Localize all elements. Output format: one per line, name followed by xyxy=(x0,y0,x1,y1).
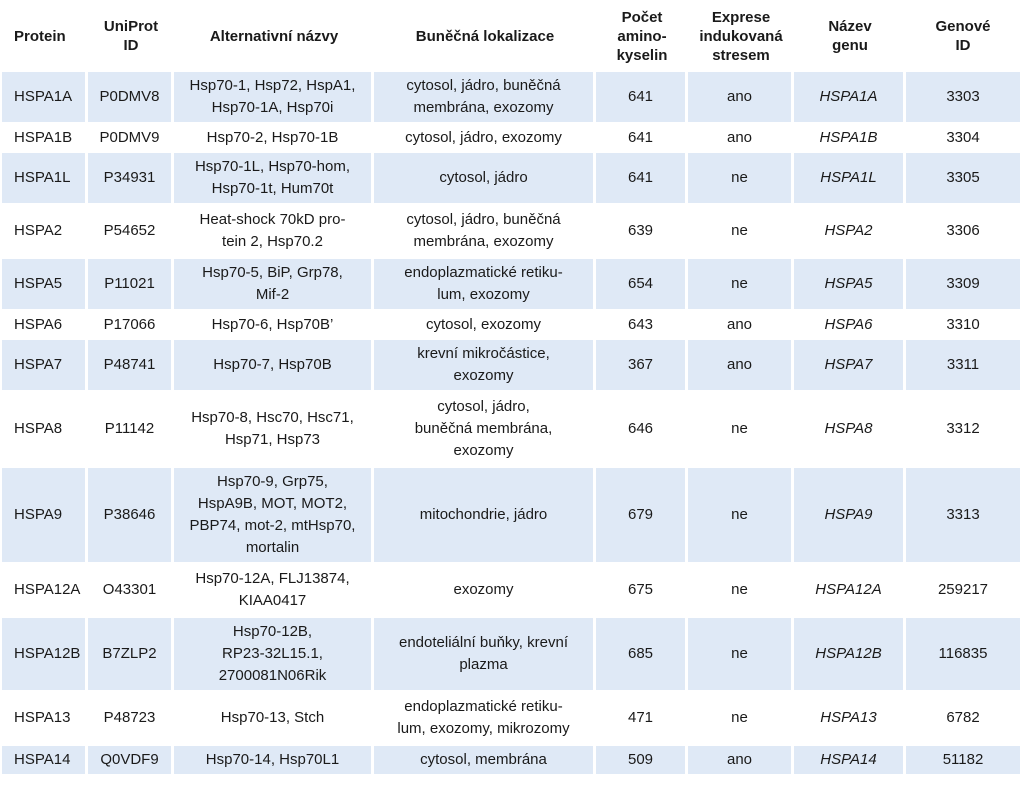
cell-protein: HSPA1B xyxy=(2,125,88,150)
table-row xyxy=(2,565,1020,615)
cell-protein: HSPA8 xyxy=(2,393,88,465)
table-row xyxy=(2,393,1020,465)
cell-protein: HSPA14 xyxy=(2,746,88,774)
cell-stress-induced: ne xyxy=(688,259,794,309)
cell-amino-acids: 509 xyxy=(596,746,688,774)
cell-gene-name: HSPA1A xyxy=(794,72,906,122)
cell-protein: HSPA12B xyxy=(2,618,88,690)
cell-amino-acids: 643 xyxy=(596,312,688,337)
cell-gene-id: 51182 xyxy=(906,746,1020,774)
cell-localization: krevní mikročástice, exozomy xyxy=(374,340,596,390)
cell-stress-induced: ne xyxy=(688,393,794,465)
cell-gene-name: HSPA12B xyxy=(794,618,906,690)
cell-uniprot-id: P11021 xyxy=(88,259,174,309)
cell-localization: cytosol, jádro, exozomy xyxy=(374,125,596,150)
cell-uniprot-id: B7ZLP2 xyxy=(88,618,174,690)
cell-gene-name: HSPA13 xyxy=(794,693,906,743)
cell-gene-name: HSPA12A xyxy=(794,565,906,615)
cell-alternative-names: Hsp70-9, Grp75, HspA9B, MOT, MOT2, PBP74, mot-2, mtHsp70, mortalin xyxy=(174,468,374,562)
header-alternative-names: Alternativní názvy xyxy=(209,27,339,45)
table-row xyxy=(2,746,1020,774)
cell-alternative-names: Hsp70-13, Stch xyxy=(174,693,374,743)
cell-amino-acids: 685 xyxy=(596,618,688,690)
cell-protein: HSPA1A xyxy=(2,72,88,122)
header-protein: Protein xyxy=(14,27,66,45)
cell-alternative-names: Hsp70-8, Hsc70, Hsc71, Hsp71, Hsp73 xyxy=(174,393,374,465)
cell-protein: HSPA7 xyxy=(2,340,88,390)
cell-protein: HSPA6 xyxy=(2,312,88,337)
cell-gene-id: 3303 xyxy=(906,72,1020,122)
header-amino-acid-count: Počet amino- kyselin xyxy=(616,8,668,64)
cell-gene-name: HSPA7 xyxy=(794,340,906,390)
table-row xyxy=(2,468,1020,562)
cell-amino-acids: 675 xyxy=(596,565,688,615)
cell-alternative-names: Hsp70-6, Hsp70B’ xyxy=(174,312,374,337)
cell-alternative-names: Hsp70-14, Hsp70L1 xyxy=(174,746,374,774)
cell-amino-acids: 641 xyxy=(596,153,688,203)
cell-alternative-names: Hsp70-12B, RP23-32L15.1, 2700081N06Rik xyxy=(174,618,374,690)
cell-gene-name: HSPA2 xyxy=(794,206,906,256)
cell-gene-id: 3309 xyxy=(906,259,1020,309)
cell-amino-acids: 654 xyxy=(596,259,688,309)
cell-gene-id: 3312 xyxy=(906,393,1020,465)
cell-uniprot-id: O43301 xyxy=(88,565,174,615)
cell-amino-acids: 679 xyxy=(596,468,688,562)
cell-amino-acids: 641 xyxy=(596,125,688,150)
cell-uniprot-id: P34931 xyxy=(88,153,174,203)
cell-localization: endoteliální buňky, krevní plazma xyxy=(374,618,596,690)
table-header xyxy=(2,3,1020,69)
cell-alternative-names: Hsp70-2, Hsp70-1B xyxy=(174,125,374,150)
cell-gene-id: 3311 xyxy=(906,340,1020,390)
cell-gene-name: HSPA1B xyxy=(794,125,906,150)
cell-localization: mitochondrie, jádro xyxy=(374,468,596,562)
cell-gene-name: HSPA5 xyxy=(794,259,906,309)
cell-protein: HSPA5 xyxy=(2,259,88,309)
cell-gene-id: 116835 xyxy=(906,618,1020,690)
cell-amino-acids: 471 xyxy=(596,693,688,743)
cell-stress-induced: ano xyxy=(688,312,794,337)
header-gene-name: Název genu xyxy=(828,18,872,54)
cell-gene-id: 259217 xyxy=(906,565,1020,615)
cell-localization: endoplazmatické retiku- lum, exozomy xyxy=(374,259,596,309)
cell-gene-id: 3306 xyxy=(906,206,1020,256)
cell-alternative-names: Heat-shock 70kD pro- tein 2, Hsp70.2 xyxy=(174,206,374,256)
table-row xyxy=(2,693,1020,743)
cell-gene-name: HSPA6 xyxy=(794,312,906,337)
cell-stress-induced: ano xyxy=(688,125,794,150)
cell-gene-id: 3313 xyxy=(906,468,1020,562)
cell-localization: cytosol, jádro, buněčná membrána, exozomy xyxy=(374,72,596,122)
table-row xyxy=(2,153,1020,203)
cell-uniprot-id: Q0VDF9 xyxy=(88,746,174,774)
cell-stress-induced: ano xyxy=(688,340,794,390)
cell-gene-name: HSPA14 xyxy=(794,746,906,774)
cell-localization: cytosol, jádro xyxy=(374,153,596,203)
cell-amino-acids: 639 xyxy=(596,206,688,256)
cell-protein: HSPA13 xyxy=(2,693,88,743)
cell-localization: cytosol, jádro, buněčná membrána, exozomy xyxy=(374,206,596,256)
table-row xyxy=(2,312,1020,337)
cell-uniprot-id: P11142 xyxy=(88,393,174,465)
cell-stress-induced: ne xyxy=(688,693,794,743)
table-row xyxy=(2,259,1020,309)
table-row xyxy=(2,125,1020,150)
cell-localization: endoplazmatické retiku- lum, exozomy, mikrozomy xyxy=(374,693,596,743)
cell-protein: HSPA2 xyxy=(2,206,88,256)
cell-alternative-names: Hsp70-1L, Hsp70-hom, Hsp70-1t, Hum70t xyxy=(174,153,374,203)
cell-alternative-names: Hsp70-1, Hsp72, HspA1, Hsp70-1A, Hsp70i xyxy=(174,72,374,122)
cell-gene-id: 3305 xyxy=(906,153,1020,203)
cell-stress-induced: ano xyxy=(688,72,794,122)
cell-uniprot-id: P17066 xyxy=(88,312,174,337)
cell-uniprot-id: P48723 xyxy=(88,693,174,743)
table-row xyxy=(2,340,1020,390)
cell-uniprot-id: P54652 xyxy=(88,206,174,256)
cell-stress-induced: ne xyxy=(688,206,794,256)
cell-amino-acids: 367 xyxy=(596,340,688,390)
header-cellular-localization: Buněčná lokalizace xyxy=(415,27,555,45)
cell-uniprot-id: P0DMV8 xyxy=(88,72,174,122)
cell-stress-induced: ne xyxy=(688,565,794,615)
table-row xyxy=(2,206,1020,256)
cell-protein: HSPA12A xyxy=(2,565,88,615)
cell-localization: cytosol, membrána xyxy=(374,746,596,774)
cell-uniprot-id: P0DMV9 xyxy=(88,125,174,150)
cell-uniprot-id: P38646 xyxy=(88,468,174,562)
hsp70-table xyxy=(2,0,1020,777)
cell-stress-induced: ne xyxy=(688,468,794,562)
cell-gene-name: HSPA8 xyxy=(794,393,906,465)
cell-alternative-names: Hsp70-12A, FLJ13874, KIAA0417 xyxy=(174,565,374,615)
header-gene-id: Genové ID xyxy=(935,18,991,54)
table-body xyxy=(2,72,1020,774)
table-row xyxy=(2,72,1020,122)
cell-amino-acids: 646 xyxy=(596,393,688,465)
cell-gene-name: HSPA9 xyxy=(794,468,906,562)
cell-uniprot-id: P48741 xyxy=(88,340,174,390)
cell-alternative-names: Hsp70-5, BiP, Grp78, Mif-2 xyxy=(174,259,374,309)
header-uniprot-id: UniProt ID xyxy=(103,18,159,54)
cell-gene-id: 3310 xyxy=(906,312,1020,337)
cell-gene-id: 6782 xyxy=(906,693,1020,743)
cell-stress-induced: ano xyxy=(688,746,794,774)
cell-alternative-names: Hsp70-7, Hsp70B xyxy=(174,340,374,390)
cell-gene-name: HSPA1L xyxy=(794,153,906,203)
header-stress-induced-expression: Exprese indukovaná stresem xyxy=(699,8,783,64)
table-row xyxy=(2,618,1020,690)
cell-localization: cytosol, exozomy xyxy=(374,312,596,337)
cell-stress-induced: ne xyxy=(688,153,794,203)
cell-localization: exozomy xyxy=(374,565,596,615)
cell-protein: HSPA1L xyxy=(2,153,88,203)
cell-amino-acids: 641 xyxy=(596,72,688,122)
cell-protein: HSPA9 xyxy=(2,468,88,562)
cell-localization: cytosol, jádro, buněčná membrána, exozomy xyxy=(374,393,596,465)
cell-gene-id: 3304 xyxy=(906,125,1020,150)
cell-stress-induced: ne xyxy=(688,618,794,690)
